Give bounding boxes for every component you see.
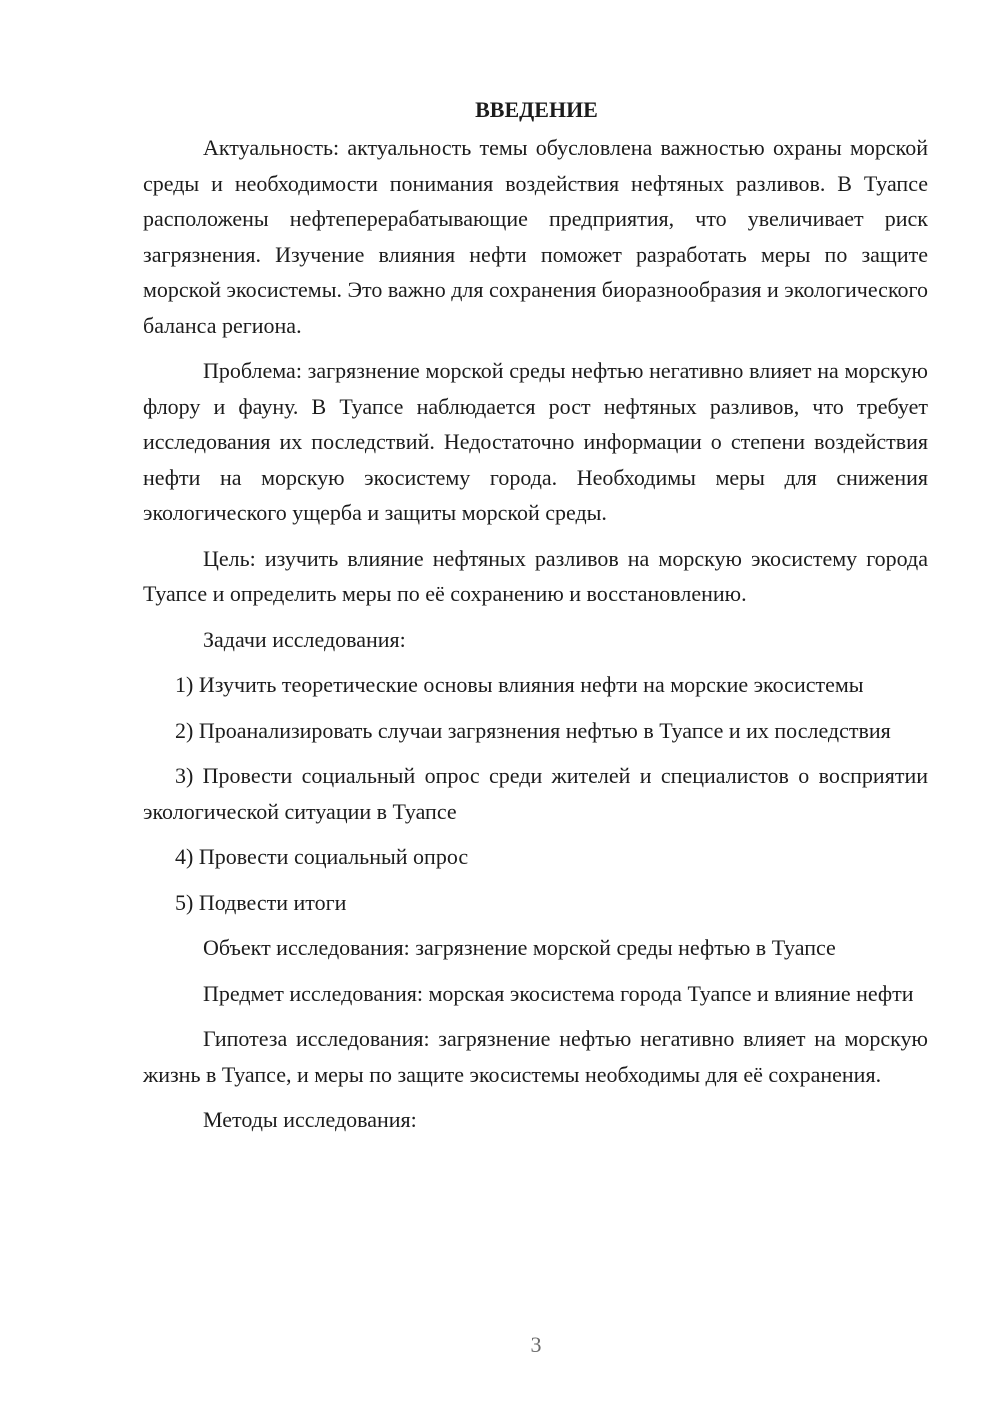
task-item-1: 1) Изучить теоретические основы влияния нефти на морские экосистемы (175, 672, 864, 697)
document-page (143, 92, 928, 1138)
paragraph-relevance: Актуальность: актуальность темы обусловлена важностью охраны морской среды и необходимости понимания воздействия нефтяных разливов. В Туапсе расположены нефтеперерабатывающие предприятия, что увеличивает риск загрязнения. Изучение влияния нефти поможет разработать меры по защите морской экосистемы. Это важно для сохранения биоразнообразия и экологического баланса региона. (143, 135, 928, 338)
paragraph-object: Объект исследования: загрязнение морской среды нефтью в Туапсе (203, 935, 836, 960)
task-item-4: 4) Провести социальный опрос (175, 844, 469, 869)
page-number: 3 (530, 1332, 542, 1357)
task-item-3: 3) Провести социальный опрос среди жителей и специалистов о восприятии экологической ситуации в Туапсе (143, 763, 928, 824)
paragraph-problem: Проблема: загрязнение морской среды нефтью негативно влияет на морскую флору и фауну. В Туапсе наблюдается рост нефтяных разливов, что требует исследования их последствий. Недостаточно информации о степени воздействия нефти на морскую экосистему города. Необходимы меры для снижения экологического ущерба и защиты морской среды. (143, 358, 928, 525)
task-item-5: 5) Подвести итоги (175, 889, 347, 915)
paragraph-tasks-heading: Задачи исследования: (203, 626, 406, 652)
paragraph-hypothesis: Гипотеза исследования: загрязнение нефтью негативно влияет на морскую жизнь в Туапсе, и меры по защите экосистемы необходимы для её сохранения. (143, 1026, 928, 1087)
task-item-2: 2) Проанализировать случаи загрязнения нефтью в Туапсе и их последствия (175, 717, 891, 743)
paragraph-subject: Предмет исследования: морская экосистема города Туапсе и влияние нефти (203, 980, 914, 1006)
document-title: ВВЕДЕНИЕ (475, 97, 598, 122)
paragraph-methods: Методы исследования: (203, 1107, 417, 1132)
paragraph-goal: Цель: изучить влияние нефтяных разливов на морскую экосистему города Туапсе и определить меры по её сохранению и восстановлению. (143, 545, 928, 606)
